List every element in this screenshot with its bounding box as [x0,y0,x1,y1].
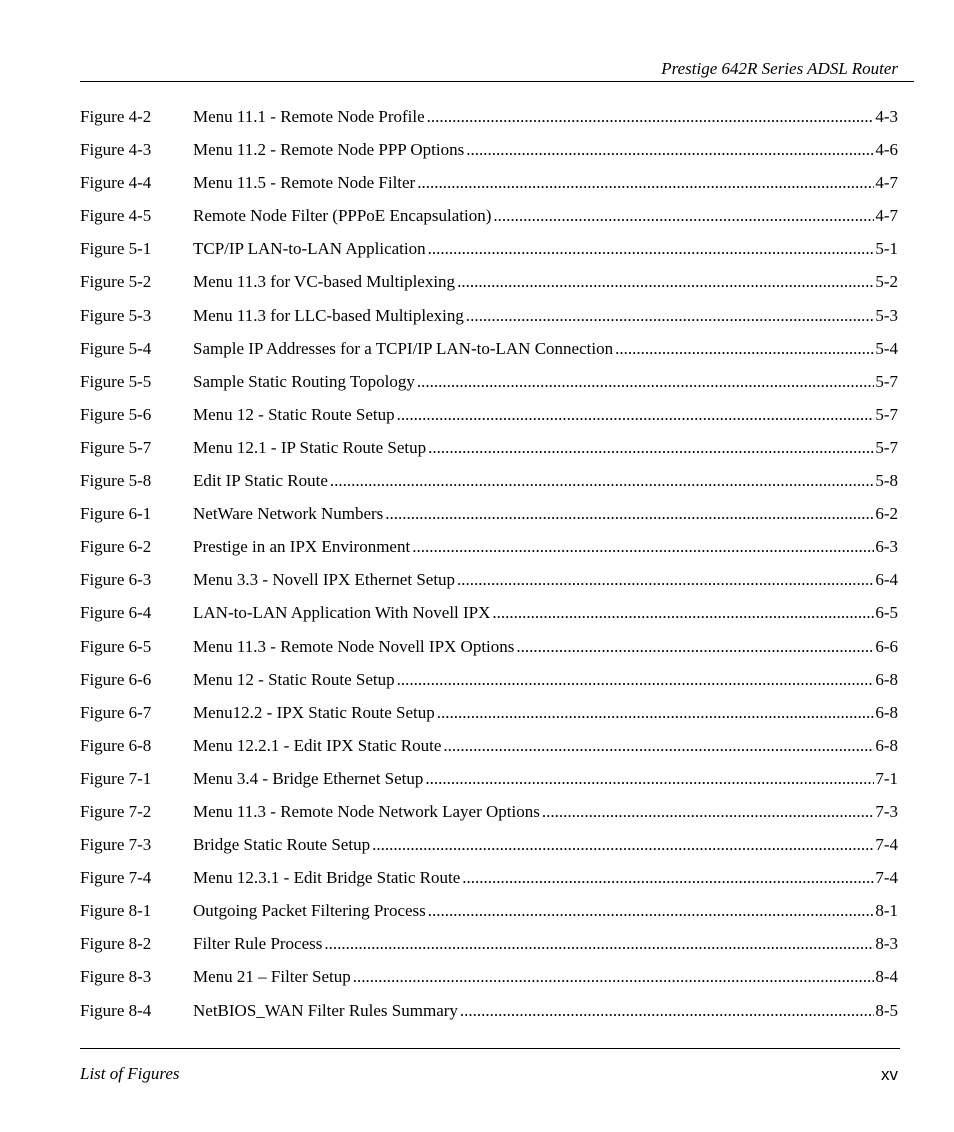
figure-page-number: 7-4 [875,868,898,888]
figure-number: Figure 8-1 [80,901,152,921]
dot-leader [385,502,874,526]
figure-title: NetBIOS_WAN Filter Rules Summary [193,999,460,1023]
figure-title: Menu 12 - Static Route Setup [193,668,397,692]
dot-leader [462,866,874,890]
dot-leader [353,965,875,989]
figure-title: Menu 3.4 - Bridge Ethernet Setup [193,767,425,791]
dot-leader [372,833,874,857]
toc-entry[interactable] [80,601,898,634]
figure-number: Figure 7-1 [80,768,152,788]
toc-entry[interactable] [80,370,898,403]
figure-page-number: 6-3 [875,537,898,557]
figure-title: Menu 12 - Static Route Setup [193,403,397,427]
figure-number: Figure 5-3 [80,305,152,325]
figure-number: Figure 8-2 [80,934,152,954]
figure-number: Figure 4-3 [80,140,152,160]
figure-title: NetWare Network Numbers [193,502,385,526]
toc-entry[interactable] [80,436,898,469]
dot-leader [412,535,874,559]
dot-leader [428,899,875,923]
figure-number: Figure 6-2 [80,537,152,557]
figure-number: Figure 4-2 [80,107,152,126]
figure-page-number: 4-3 [875,107,898,126]
figure-title: Menu 11.5 - Remote Node Filter [193,171,417,195]
dot-leader [493,204,874,228]
figure-title: Sample Static Routing Topology [193,370,417,394]
footer-divider [80,1048,900,1049]
figure-number: Figure 5-8 [80,471,152,491]
figure-number: Figure 6-6 [80,669,152,689]
figure-page-number: 6-8 [875,735,898,755]
figure-title: Menu12.2 - IPX Static Route Setup [193,701,437,725]
figure-title: Menu 11.3 - Remote Node Novell IPX Options [193,635,516,659]
dot-leader [437,701,875,725]
figure-page-number: 6-2 [875,504,898,524]
figure-number: Figure 4-5 [80,206,152,226]
toc-entry[interactable] [80,899,898,932]
dot-leader [425,767,874,791]
toc-entry[interactable] [80,767,898,800]
dot-leader [428,237,875,261]
figure-title: Remote Node Filter (PPPoE Encapsulation) [193,204,493,228]
figure-page-number: 5-4 [875,338,898,358]
figure-title: Menu 11.3 - Remote Node Network Layer Options [193,800,542,824]
figure-number: Figure 5-5 [80,371,152,391]
figure-page-number: 7-3 [875,801,898,821]
figure-page-number: 5-7 [875,404,898,424]
figure-number: Figure 6-7 [80,702,152,722]
figure-page-number: 6-6 [875,636,898,656]
toc-entry[interactable] [80,237,898,270]
dot-leader [428,436,874,460]
figure-number: Figure 5-1 [80,239,152,259]
figure-page-number: 5-7 [875,437,898,457]
figure-page-number: 8-4 [875,967,898,987]
figure-title: Edit IP Static Route [193,469,330,493]
dot-leader [397,403,875,427]
dot-leader [466,304,874,328]
figure-title: Filter Rule Process [193,932,324,956]
figure-page-number: 6-8 [875,702,898,722]
dot-leader [427,105,875,129]
figure-title: Menu 11.1 - Remote Node Profile [193,105,427,129]
list-of-figures [80,105,898,1032]
toc-entry[interactable] [80,270,898,303]
figure-page-number: 8-1 [875,901,898,921]
figure-title: Menu 11.3 for VC-based Multiplexing [193,270,457,294]
figure-page-number: 8-3 [875,934,898,954]
dot-leader [324,932,874,956]
dot-leader [516,635,874,659]
figure-number: Figure 5-2 [80,272,152,292]
figure-number: Figure 6-3 [80,570,152,590]
figure-title: Menu 12.3.1 - Edit Bridge Static Route [193,866,462,890]
figure-page-number: 4-7 [875,206,898,226]
dot-leader [466,138,874,162]
figure-number: Figure 7-4 [80,868,152,888]
toc-entry[interactable] [80,701,898,734]
toc-entry[interactable] [80,535,898,568]
toc-entry[interactable] [80,138,898,171]
toc-entry[interactable] [80,668,898,701]
figure-number: Figure 6-5 [80,636,152,656]
figure-title: TCP/IP LAN-to-LAN Application [193,237,428,261]
toc-entry[interactable] [80,635,898,668]
figure-number: Figure 8-3 [80,967,152,987]
toc-entry[interactable] [80,105,898,138]
figure-page-number: 6-4 [875,570,898,590]
footer-section-title: List of Figures [80,1064,180,1083]
dot-leader [460,999,874,1023]
toc-entry[interactable] [80,502,898,535]
figure-title: Menu 12.1 - IP Static Route Setup [193,436,428,460]
figure-number: Figure 5-7 [80,437,152,457]
toc-entry[interactable] [80,833,898,866]
toc-entry[interactable] [80,568,898,601]
figure-page-number: 5-2 [875,272,898,292]
figure-number: Figure 4-4 [80,173,152,193]
figure-page-number: 6-8 [875,669,898,689]
header-divider [80,81,914,82]
figure-page-number: 5-7 [875,371,898,391]
dot-leader [457,270,874,294]
figure-number: Figure 5-4 [80,338,152,358]
figure-title: Menu 12.2.1 - Edit IPX Static Route [193,734,443,758]
figure-page-number: 7-4 [875,835,898,855]
toc-entry[interactable] [80,800,898,833]
dot-leader [615,337,874,361]
dot-leader [417,171,874,195]
figure-page-number: 4-6 [875,140,898,160]
header-title: Prestige 642R Series ADSL Router [661,59,898,78]
dot-leader [443,734,874,758]
figure-title: LAN-to-LAN Application With Novell IPX [193,601,492,625]
figure-title: Bridge Static Route Setup [193,833,372,857]
dot-leader [330,469,874,493]
figure-page-number: 4-7 [875,173,898,193]
toc-entry[interactable] [80,932,898,965]
figure-page-number: 8-5 [875,1000,898,1020]
figure-number: Figure 5-6 [80,404,152,424]
toc-entry[interactable] [80,469,898,502]
figure-title: Outgoing Packet Filtering Process [193,899,428,923]
toc-entry[interactable] [80,204,898,237]
figure-number: Figure 7-2 [80,801,152,821]
dot-leader [417,370,874,394]
toc-entry[interactable] [80,304,898,337]
figure-number: Figure 7-3 [80,835,152,855]
figure-title: Menu 3.3 - Novell IPX Ethernet Setup [193,568,457,592]
figure-page-number: 5-8 [875,471,898,491]
figure-title: Prestige in an IPX Environment [193,535,412,559]
toc-entry[interactable] [80,965,898,998]
figure-number: Figure 6-8 [80,735,152,755]
footer-page-number: xv [881,1065,898,1084]
dot-leader [457,568,874,592]
figure-title: Menu 21 – Filter Setup [193,965,353,989]
toc-entry[interactable] [80,403,898,436]
figure-page-number: 5-3 [875,305,898,325]
toc-entry[interactable] [80,999,898,1032]
toc-entry[interactable] [80,866,898,899]
dot-leader [397,668,875,692]
figure-page-number: 5-1 [875,239,898,259]
toc-entry[interactable] [80,171,898,204]
figure-number: Figure 6-4 [80,603,152,623]
figure-number: Figure 8-4 [80,1000,152,1020]
toc-entry[interactable] [80,337,898,370]
figure-number: Figure 6-1 [80,504,152,524]
figure-title: Menu 11.2 - Remote Node PPP Options [193,138,466,162]
figure-title: Menu 11.3 for LLC-based Multiplexing [193,304,466,328]
figure-page-number: 6-5 [875,603,898,623]
dot-leader [542,800,874,824]
figure-title: Sample IP Addresses for a TCPI/IP LAN-to-LAN Connection [193,337,615,361]
dot-leader [492,601,874,625]
figure-page-number: 7-1 [875,768,898,788]
toc-entry[interactable] [80,734,898,767]
